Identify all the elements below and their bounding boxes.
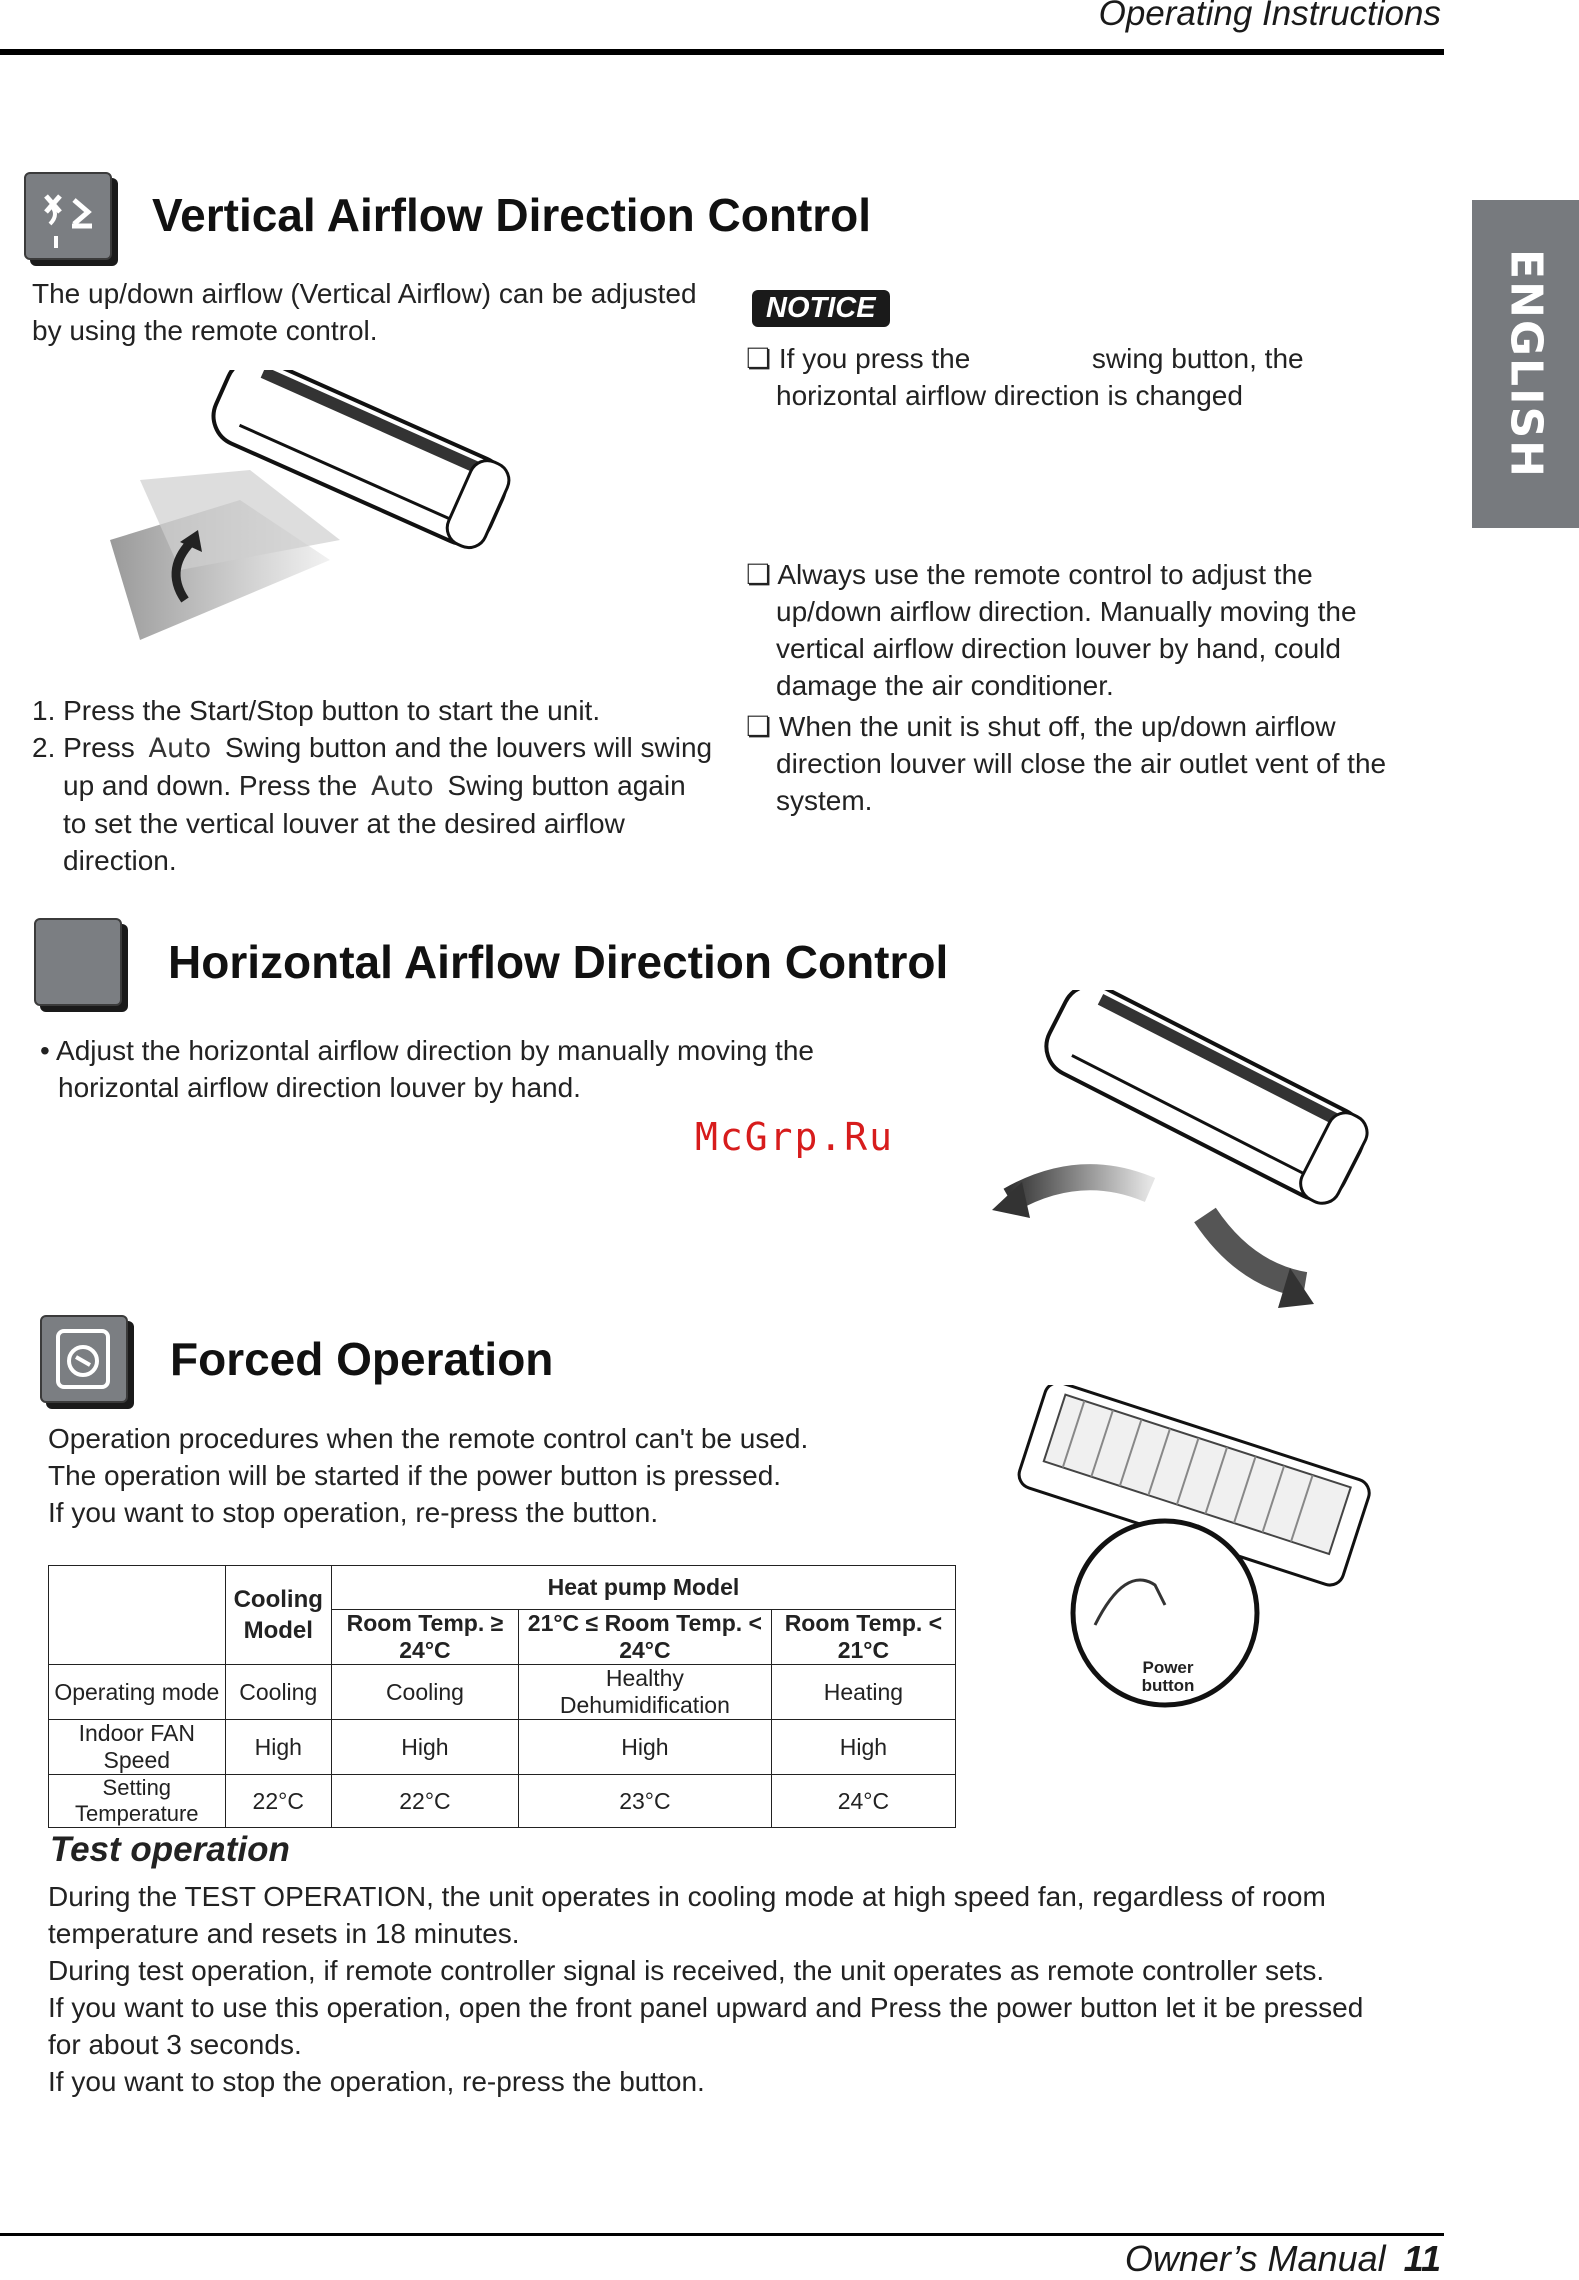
vertical-steps: 1. Press the Start/Stop button to start the unit. 2. Press Auto Swing button and the louvers will swing up and down. Press the Auto Swing button again to set the vertical louver at the desired airflow direction. — [32, 692, 732, 879]
notice-badge: NOTICE — [752, 290, 890, 327]
forced-text: Operation procedures when the remote control can't be used. The operation will be started if the power button is pressed. If you want to stop operation, re-press the button. — [48, 1423, 809, 1528]
page-number: 11 — [1403, 2238, 1441, 2279]
checkbox-bullet-icon: ❏ — [746, 559, 772, 590]
power-button-illustration — [1000, 1385, 1375, 1715]
table-corner — [49, 1566, 226, 1665]
column-header: 21°C ≤ Room Temp. < 24°C — [518, 1610, 771, 1665]
footer-rule — [0, 2233, 1444, 2236]
footer — [1125, 2238, 1441, 2280]
test-operation-text: During the TEST OPERATION, the unit operates in cooling mode at high speed fan, regardless of room temperature and resets in 18 minutes. During test operation, if remote controller signal is received, the unit operates as remote controller sets. If you want to use this operation, open the front panel upward and Press the power button let it be pressed for about 3 seconds. If you want to stop the operation, re-press the button. — [48, 1881, 1364, 2097]
horizontal-airflow-icon — [34, 918, 122, 1006]
forced-operation-table — [48, 1565, 956, 1828]
checkbox-bullet-icon: ❏ — [746, 711, 772, 742]
notice-item-3: ❏ When the unit is shut off, the up/down airflow direction louver will close the air outlet vent of the system. — [746, 711, 1387, 816]
column-header: Room Temp. ≥ 24°C — [331, 1610, 518, 1665]
checkbox-bullet-icon: ❏ — [746, 343, 772, 374]
notice-item-1: ❏ If you press the swing button, the horizontal airflow direction is changed — [746, 343, 1304, 411]
heat-pump-header: Heat pump Model — [331, 1566, 955, 1610]
vertical-airflow-illustration — [100, 370, 530, 650]
running-header: Operating Instructions — [1098, 0, 1441, 33]
footer-label: Owner’s Manual — [1124, 2238, 1386, 2279]
forced-operation-title: Forced Operation — [170, 1333, 554, 1385]
horizontal-airflow-title: Horizontal Airflow Direction Control — [168, 936, 949, 988]
vertical-airflow-title: Vertical Airflow Direction Control — [152, 189, 872, 241]
notice-item-2: ❏ Always use the remote control to adjust the up/down airflow direction. Manually moving the vertical airflow direction louver by hand, could damage the air conditioner. ❏ When the unit is shut off, the up/down airflow direction louver will close the air outlet vent of the system. — [746, 556, 1426, 823]
step-1: 1. Press the Start/Stop button to start the unit. — [32, 695, 601, 726]
column-header: Room Temp. < 21°C — [771, 1610, 955, 1665]
horizontal-text: • Adjust the horizontal airflow direction by manually moving the horizontal airflow direction louver by hand. — [40, 1035, 814, 1103]
header-rule — [0, 49, 1444, 55]
table-row: Setting Temperature 22°C 22°C 23°C 24°C — [49, 1775, 956, 1828]
table-row: Operating mode Cooling Cooling Healthy Dehumidification Heating — [49, 1665, 956, 1720]
forced-operation-icon — [40, 1315, 128, 1403]
horizontal-airflow-illustration — [990, 990, 1390, 1330]
vertical-intro: The up/down airflow (Vertical Airflow) can be adjusted by using the remote control. — [32, 278, 697, 346]
step-2: 2. Press Auto Swing button and the louvers will swing — [32, 732, 713, 764]
power-label-line1: Power — [1142, 1658, 1194, 1677]
language-tab-label: ENGLISH — [1500, 249, 1551, 479]
watermark: McGrp.Ru — [695, 1115, 895, 1159]
auto-label: Auto — [370, 771, 434, 802]
language-tab — [1472, 200, 1579, 528]
auto-label: Auto — [148, 733, 212, 764]
cooling-model-header: Cooling Model — [225, 1566, 331, 1665]
table-row: Indoor FAN Speed High High High High — [49, 1720, 956, 1775]
power-label-line2: button — [1141, 1676, 1195, 1695]
vertical-airflow-icon — [24, 172, 112, 260]
test-operation-heading: Test operation — [50, 1830, 290, 1869]
